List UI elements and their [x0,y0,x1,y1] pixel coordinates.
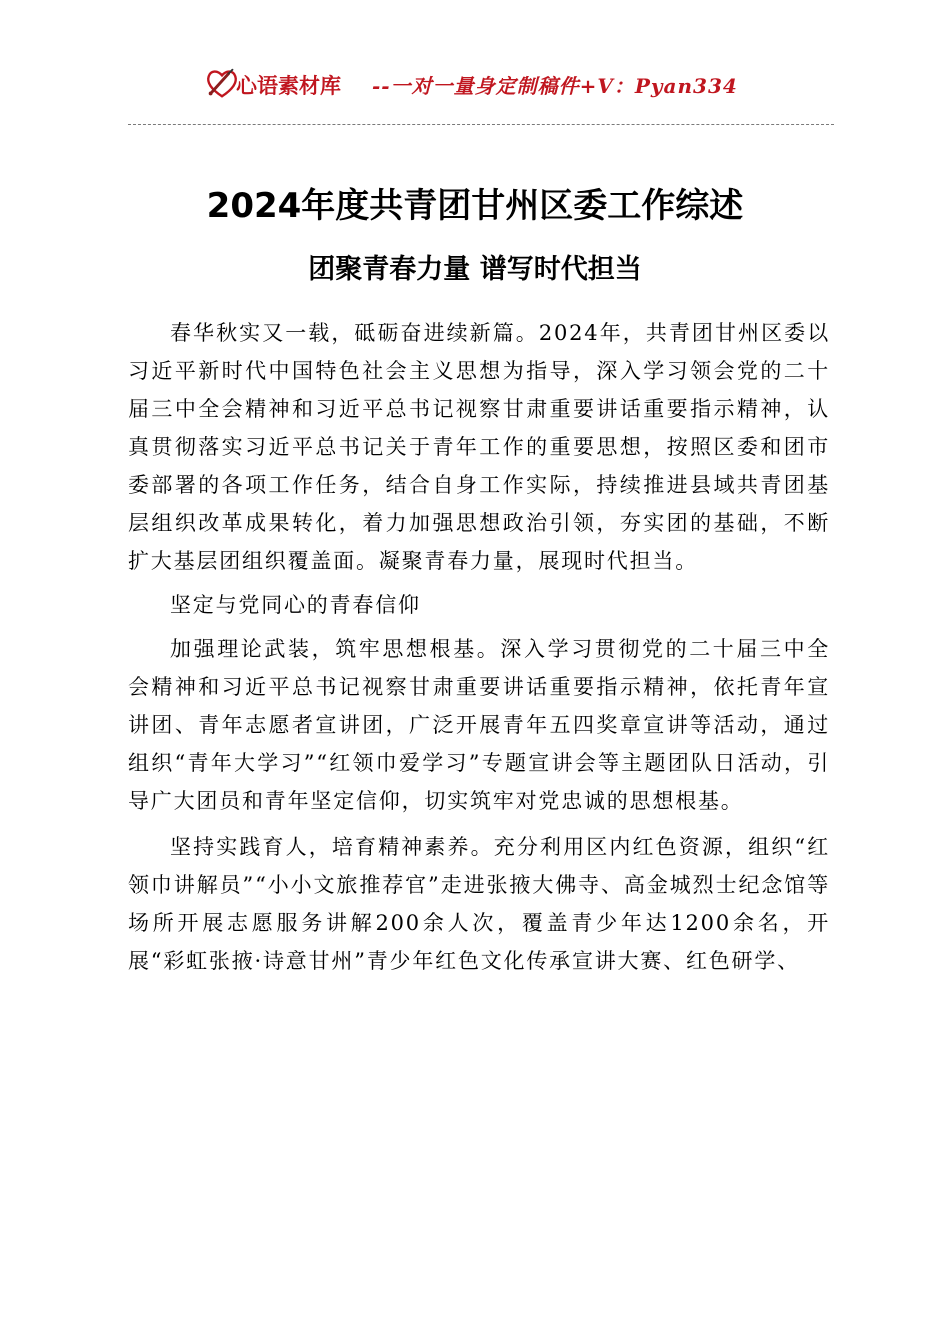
document-subtitle: 团聚青春力量 谱写时代担当 [308,254,642,285]
section-heading: 坚定与党同心的青春信仰 [170,593,421,617]
paragraph-practice: 坚持实践育人，培育精神素养。充分利用区内红色资源，组织“红领巾讲解员”“小小文旅推荐官”走进张掖大佛寺、高金城烈士纪念馆等场所开展志愿服务讲解200余人次，覆盖青少年达1200余名，开展“彩虹张掖·诗意甘州”青少年红色文化传承宣讲大赛、红色研学、 [128,835,830,973]
page-header [0,58,950,104]
paragraph-intro: 春华秋实又一载，砥砺奋进续新篇。2024年，共青团甘州区委以习近平新时代中国特色社会主义思想为指导，深入学习领会党的二十届三中全会精神和习近平总书记视察甘肃重要讲话重要指示精神，认真贯彻落实习近平总书记关于青年工作的重要思想，按照区委和团市委部署的各项工作任务，结合自身工作实际，持续推进县域共青团基层组织改革成果转化，着力加强思想政治引领，夯实团的基础，不断扩大基层团组织覆盖面。凝聚青春力量，展现时代担当。 [128,321,830,573]
document-title: 2024年度共青团甘州区委工作综述 [206,186,744,226]
header-tagline: --一对一量身定制稿件+V：Pyan334 [372,74,738,98]
header-divider [128,124,834,125]
brand-name: 心语素材库 [236,74,341,98]
document-body [128,314,830,980]
paragraph-theory: 加强理论武装，筑牢思想根基。深入学习贯彻党的二十届三中全会精神和习近平总书记视察甘肃重要讲话重要指示精神，依托青年宣讲团、青年志愿者宣讲团，广泛开展青年五四奖章宣讲等活动，通过组织“青年大学习”“红领巾爱学习”专题宣讲会等主题团队日活动，引导广大团员和青年坚定信仰，切实筑牢对党忠诚的思想根基。 [128,637,830,813]
